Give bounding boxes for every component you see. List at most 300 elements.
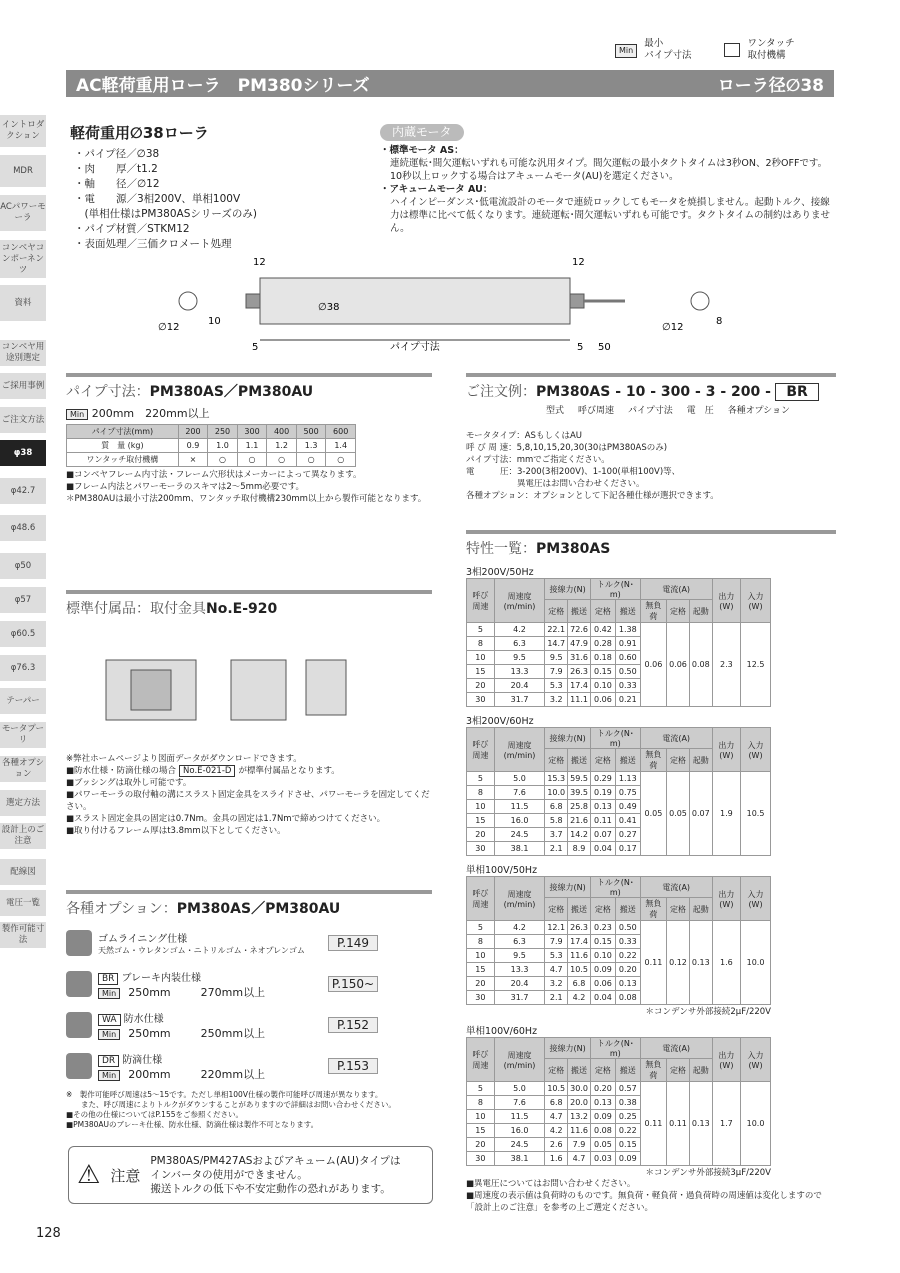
cell: ○ — [296, 453, 326, 467]
cell: 0.08 — [590, 1124, 615, 1138]
cell: 8.9 — [568, 842, 591, 856]
cell: 4.7 — [545, 963, 568, 977]
cell: 9.5 — [494, 949, 545, 963]
cell: 38.1 — [494, 1152, 545, 1166]
cell: 38.1 — [494, 842, 545, 856]
sidebar-item[interactable]: φ76.3 — [0, 655, 46, 681]
options-section — [66, 890, 432, 1130]
page-title: AC軽荷重用ローラ PM380シリーズ — [76, 76, 370, 96]
cell: 15 — [467, 665, 495, 679]
motor-block — [380, 124, 835, 235]
sidebar-item[interactable]: φ48.6 — [0, 515, 46, 541]
cell: 13.2 — [568, 1110, 591, 1124]
cell: 20 — [467, 977, 495, 991]
bracket-drawing — [66, 620, 432, 750]
cell: 8 — [467, 1096, 495, 1110]
pipe-title: パイプ寸法：PM380AS／PM380AU — [66, 373, 432, 401]
cell: 20.4 — [494, 977, 545, 991]
cell: 15 — [467, 963, 495, 977]
cell: 0.13 — [615, 977, 640, 991]
sidebar-item[interactable]: 配線図 — [0, 859, 46, 885]
sidebar-item[interactable]: 電圧一覧 — [0, 890, 46, 916]
note: ■フレーム内法とパワーモーラのスキマは2～5mm必要です。 — [66, 482, 305, 492]
cell: ○ — [208, 453, 238, 467]
cell: 7.9 — [568, 1138, 591, 1152]
cell: 5.8 — [545, 814, 568, 828]
cell: 30 — [467, 1152, 495, 1166]
spec-line: ・パイプ径／∅38 — [74, 148, 160, 160]
header-cell: トルク(N･m) — [590, 877, 640, 898]
char-table — [466, 876, 771, 1005]
cell: 1.38 — [615, 623, 640, 637]
sidebar-item[interactable]: モータプーリ — [0, 722, 46, 748]
spec-block — [70, 122, 370, 252]
cell: 0.22 — [615, 949, 640, 963]
note: ＊PM380AUは最小寸法200mm、ワンタッチ取付機構230mm以上から製作可能となります。 — [66, 494, 427, 504]
cell: 0.06 — [590, 693, 615, 707]
cell: 22.1 — [545, 623, 568, 637]
cell: 9.5 — [545, 651, 568, 665]
cell: 300 — [237, 425, 267, 439]
cell: 0.41 — [615, 814, 640, 828]
cell: 1.9 — [712, 772, 740, 856]
cell: 0.10 — [590, 679, 615, 693]
caution-label: 注意 — [110, 1166, 141, 1185]
cell: 39.5 — [568, 786, 591, 800]
cell: 0.12 — [667, 921, 690, 1005]
cell: 11.5 — [494, 1110, 545, 1124]
dim-pipe: パイプ寸法 — [390, 342, 440, 353]
end-right — [691, 292, 709, 310]
header-cell: 搬送 — [615, 1059, 640, 1082]
header-cell: 呼び周速 — [467, 728, 495, 772]
char-notes — [466, 1178, 836, 1214]
cell: 0.09 — [590, 1110, 615, 1124]
note: また、呼び周速によりトルクがダウンすることがありますので詳細はお問い合わせください。 — [66, 1100, 396, 1109]
cell: 0.29 — [590, 772, 615, 786]
order-label: 型式 — [546, 406, 565, 416]
pipe-notes — [66, 469, 432, 505]
cell: 7.9 — [545, 665, 568, 679]
cell: 5 — [467, 1082, 495, 1096]
header-cell: 無負荷 — [640, 600, 666, 623]
page-ref-button[interactable]: P.149 — [328, 935, 378, 951]
table-name: 単相100V/60Hz — [466, 1026, 538, 1037]
cell: 25.8 — [568, 800, 591, 814]
header-cell: 周速度(m/min) — [494, 579, 545, 623]
cell: 10.5 — [741, 772, 771, 856]
accessory-title: 標準付属品：取付金具No.E-920 — [66, 590, 432, 618]
pipe-section — [66, 373, 432, 505]
cell: 0.04 — [590, 991, 615, 1005]
cell: 0.42 — [590, 623, 615, 637]
cell: 13.3 — [494, 963, 545, 977]
cell: 0.60 — [615, 651, 640, 665]
table-row — [467, 921, 771, 935]
sidebar-item[interactable]: φ57 — [0, 587, 46, 613]
cell: 10.0 — [741, 1082, 771, 1166]
pipe-minrow: Min 200mm 220mm以上 — [66, 405, 432, 421]
cell: 30.0 — [568, 1082, 591, 1096]
sidebar-item[interactable]: 製作可能寸法 — [0, 922, 46, 948]
cell: 0.25 — [615, 1110, 640, 1124]
header-cell: 定格 — [590, 898, 615, 921]
cell: 20.4 — [494, 679, 545, 693]
header-cell: 電流(A) — [640, 579, 712, 600]
header-cell: 搬送 — [568, 749, 591, 772]
spec-line: ・パイプ材質／STKM12 — [74, 223, 190, 235]
header-cell: 搬送 — [615, 898, 640, 921]
order-label: 電 圧 — [686, 406, 714, 416]
cell: 0.05 — [667, 772, 690, 856]
sidebar-item[interactable]: 設計上のご注意 — [0, 823, 46, 849]
order-lines — [466, 430, 836, 502]
note: ■PM380AUのブレーキ仕様、防水仕様、防滴仕様は製作不可となります。 — [66, 1120, 319, 1129]
page-ref-button[interactable]: P.152 — [328, 1017, 378, 1033]
cell: 30 — [467, 842, 495, 856]
shaft-right — [570, 294, 584, 308]
cell: 20.0 — [568, 1096, 591, 1110]
table-row — [467, 772, 771, 786]
cell: 1.3 — [296, 439, 326, 453]
note: ■ブッシングは取外し可能です。 — [66, 778, 192, 788]
page-header — [66, 70, 834, 97]
cell: 1.6 — [712, 921, 740, 1005]
cell: 10 — [467, 1110, 495, 1124]
header-cell: 定格 — [590, 749, 615, 772]
header-cell: 定格 — [590, 600, 615, 623]
cell: 10.5 — [568, 963, 591, 977]
cell: 1.0 — [208, 439, 238, 453]
cell: 26.3 — [568, 921, 591, 935]
table-note: ＊コンデンサ外部接続2μF/220V — [645, 1007, 771, 1017]
cell: 200 — [178, 425, 208, 439]
order-line: 異電圧はお問い合わせください。 — [466, 479, 645, 489]
sidebar-item[interactable]: ご注文方法 — [0, 407, 46, 433]
cell: 0.91 — [615, 637, 640, 651]
header-cell: トルク(N･m) — [590, 579, 640, 600]
page-ref-button[interactable]: P.153 — [328, 1058, 378, 1074]
cell: 2.3 — [712, 623, 740, 707]
table-name: 3相200V/50Hz — [466, 567, 534, 578]
header-cell: 搬送 — [568, 898, 591, 921]
sidebar-item[interactable]: ご採用事例 — [0, 373, 46, 399]
sidebar-item[interactable]: イントロダクション — [0, 115, 46, 147]
option-row: ゴムライニング仕様 天然ゴム・ウレタンゴム・ニトリルゴム・ネオプレンゴム P.149 — [66, 926, 432, 960]
header-cell: 出力(W) — [712, 579, 740, 623]
cell: 31.7 — [494, 991, 545, 1005]
cell: 0.38 — [615, 1096, 640, 1110]
sidebar-item[interactable]: 各種オプション — [0, 756, 46, 782]
cell: 9.5 — [494, 651, 545, 665]
order-labels — [466, 403, 836, 416]
cell: 0.03 — [590, 1152, 615, 1166]
dim-8: 8 — [716, 316, 723, 327]
order-title: ご注文例：PM380AS - 10 - 300 - 3 - 200 - BR — [466, 373, 836, 401]
au-title: ・アキュームモータ AU： — [380, 184, 493, 195]
cell: 5.0 — [494, 1082, 545, 1096]
cell: 11.6 — [568, 949, 591, 963]
cell: 0.10 — [590, 949, 615, 963]
cell: 15 — [467, 1124, 495, 1138]
sidebar-item[interactable]: ACパワーモーラ — [0, 195, 46, 231]
header-cell: 無負荷 — [640, 898, 666, 921]
cell: 0.15 — [590, 665, 615, 679]
cell: 250 — [208, 425, 238, 439]
opt-notes — [66, 1090, 432, 1130]
header-cell: 搬送 — [615, 749, 640, 772]
end-left — [179, 292, 197, 310]
cell: 0.17 — [615, 842, 640, 856]
roller-drawing — [150, 250, 750, 360]
cell: 11.5 — [494, 800, 545, 814]
cell: 0.9 — [178, 439, 208, 453]
cell: 7.6 — [494, 786, 545, 800]
cell: 2.6 — [545, 1138, 568, 1152]
cell: ○ — [267, 453, 297, 467]
table-name: 3相200V/60Hz — [466, 716, 534, 727]
cell: 0.75 — [615, 786, 640, 800]
cell: 5 — [467, 623, 495, 637]
header-cell: 定格 — [545, 749, 568, 772]
header-cell: 定格 — [545, 1059, 568, 1082]
min-icon: Min — [615, 44, 637, 58]
as-title: ・標準モータ AS： — [380, 145, 464, 156]
cell: 0.04 — [590, 842, 615, 856]
sidebar-item[interactable]: 資料 — [0, 285, 46, 321]
header-cell: 搬送 — [568, 1059, 591, 1082]
cell: 4.7 — [568, 1152, 591, 1166]
header-cell: トルク(N･m) — [590, 1038, 640, 1059]
cell: 2.1 — [545, 842, 568, 856]
cell: 0.28 — [590, 637, 615, 651]
cell: 8 — [467, 935, 495, 949]
order-line: モータタイプ：ASもしくはAU — [466, 431, 582, 441]
char-title: 特性一覧：PM380AS — [466, 530, 836, 558]
header-cell: 入力(W) — [741, 728, 771, 772]
option-icon — [66, 971, 92, 997]
page-number: 128 — [36, 1226, 61, 1241]
cell: 4.2 — [494, 623, 545, 637]
sidebar-item[interactable]: φ60.5 — [0, 621, 46, 647]
cell: 1.2 — [267, 439, 297, 453]
cell: 0.13 — [590, 800, 615, 814]
min-icon: Min — [66, 409, 88, 420]
cell: 10.5 — [545, 1082, 568, 1096]
option-icon — [66, 1053, 92, 1079]
cell: 0.50 — [615, 921, 640, 935]
as-text: 連続運転･間欠運転いずれも可能な汎用タイプ。間欠運転の最小タクトタイムは3秒ON、2秒OFFです。10秒以上ロックする場合はアキュームモータ(AU)を選定ください。 — [390, 158, 828, 182]
header-cell: 無負荷 — [640, 749, 666, 772]
sidebar-item[interactable]: φ50 — [0, 553, 46, 579]
cell: 1.13 — [615, 772, 640, 786]
dim-50: 50 — [598, 342, 611, 353]
option-row: WA 防水仕様 Min 250mm 250mm以上 P.152 — [66, 1008, 432, 1042]
table-name: 単相100V/50Hz — [466, 865, 538, 876]
sidebar-item[interactable]: φ42.7 — [0, 478, 46, 504]
cell: 0.23 — [590, 921, 615, 935]
dim-10: 10 — [208, 316, 221, 327]
cell: 30 — [467, 991, 495, 1005]
cell: 31.6 — [568, 651, 591, 665]
cell: 0.33 — [615, 679, 640, 693]
option-icon — [66, 930, 92, 956]
note: ■コンベヤフレーム内寸法・フレーム穴形状はメーカーによって異なります。 — [66, 470, 362, 480]
cell: 4.7 — [545, 1110, 568, 1124]
spec-line: (単相仕様はPM380ASシリーズのみ) — [74, 208, 257, 220]
dim-12a: 12 — [253, 257, 266, 268]
cell: 12.1 — [545, 921, 568, 935]
header-cell: 定格 — [545, 600, 568, 623]
table-row — [467, 623, 771, 637]
header-cell: 定格 — [545, 898, 568, 921]
cell: 31.7 — [494, 693, 545, 707]
header-cell: 起動 — [689, 1059, 712, 1082]
header-cell: 定格 — [590, 1059, 615, 1082]
cell: × — [178, 453, 208, 467]
option-row: DR 防滴仕様 Min 200mm 220mm以上 P.153 — [66, 1049, 432, 1083]
sidebar-item[interactable]: φ38 — [0, 440, 46, 466]
cell: 7.6 — [494, 1096, 545, 1110]
header-cell: 起動 — [689, 749, 712, 772]
cell: 0.18 — [590, 651, 615, 665]
pipe-table — [66, 424, 356, 467]
sidebar-item[interactable]: コンベヤコンポーネンツ — [0, 240, 46, 278]
cell: 10.0 — [741, 921, 771, 1005]
header-cell: 周速度(m/min) — [494, 728, 545, 772]
cell: 0.20 — [590, 1082, 615, 1096]
cell: 5 — [467, 921, 495, 935]
note: ■周速度の表示値は負荷時のものです。無負荷・軽負荷・過負荷時の周速値は変化しますので「設計上のご注意」を参考の上ご選定ください。 — [466, 1191, 822, 1213]
header-cell: 搬送 — [568, 600, 591, 623]
cell: 26.3 — [568, 665, 591, 679]
note: ■パワーモーラの取付軸の溝にスラスト固定金具をスライドさせ、パワーモーラを固定してください。 — [66, 790, 430, 812]
note: ■スラスト固定金具の固定は0.7Nm。金具の固定は1.7Nmで締めつけてください。 — [66, 814, 386, 824]
char-tables — [466, 564, 836, 1178]
spec-line: ・電 源／3相200V、単相100V — [74, 193, 241, 205]
cell: 1.7 — [712, 1082, 740, 1166]
onetouch-icon — [724, 43, 740, 57]
header-cell: 定格 — [667, 749, 690, 772]
cell: 24.5 — [494, 1138, 545, 1152]
cell: 0.21 — [615, 693, 640, 707]
row-label: 質 量 (kg) — [67, 439, 179, 453]
header-cell: 電流(A) — [640, 728, 712, 749]
cell: 5.3 — [545, 679, 568, 693]
shaft-left — [246, 294, 260, 308]
option-row: BR ブレーキ内装仕様 Min 250mm 270mm以上 P.150~ — [66, 967, 432, 1001]
dim-5b: 5 — [577, 342, 584, 353]
page-ref-button[interactable]: P.150~ — [328, 976, 378, 992]
sidebar-item[interactable]: テーパー — [0, 688, 46, 714]
cell: 600 — [326, 425, 356, 439]
note: ■防水仕様・防滴仕様の場合 No.E-021-D が標準付属品となります。 — [66, 766, 340, 776]
cell: 0.09 — [615, 1152, 640, 1166]
cell: 17.4 — [568, 935, 591, 949]
header-cell: 出力(W) — [712, 1038, 740, 1082]
cell: 11.1 — [568, 693, 591, 707]
header-cell: 入力(W) — [741, 1038, 771, 1082]
cell: 0.08 — [689, 623, 712, 707]
min-text1: 最小 — [644, 38, 664, 49]
cell: 500 — [296, 425, 326, 439]
sidebar-item[interactable]: コンベヤ用途別選定 — [0, 340, 46, 366]
header-cell: トルク(N･m) — [590, 728, 640, 749]
cell: 0.15 — [615, 1138, 640, 1152]
cell: 6.3 — [494, 637, 545, 651]
cell: 0.15 — [590, 935, 615, 949]
header-cell: 接線力(N) — [545, 579, 591, 600]
cell: 0.11 — [667, 1082, 690, 1166]
header-cell: 呼び周速 — [467, 1038, 495, 1082]
warning-icon: ⚠ — [77, 1160, 101, 1190]
cell: 4.2 — [494, 921, 545, 935]
cell: 0.33 — [615, 935, 640, 949]
cell: 13.3 — [494, 665, 545, 679]
order-label: 呼び周速 — [578, 406, 615, 416]
table-row — [467, 1082, 771, 1096]
order-label: パイプ寸法 — [628, 406, 673, 416]
header-cell: 接線力(N) — [545, 877, 591, 898]
cell: 3.7 — [545, 828, 568, 842]
header-cell: 入力(W) — [741, 579, 771, 623]
sidebar-item[interactable]: MDR — [0, 155, 46, 187]
dim-38: ∅38 — [318, 302, 340, 313]
cell: 0.20 — [615, 963, 640, 977]
cell: 0.11 — [640, 1082, 666, 1166]
cell: 15.3 — [545, 772, 568, 786]
sidebar-item[interactable]: 選定方法 — [0, 790, 46, 816]
cell: 0.06 — [590, 977, 615, 991]
cell: 5 — [467, 772, 495, 786]
cell: 15 — [467, 814, 495, 828]
dim-phi12b: ∅12 — [662, 322, 684, 333]
header-cell: 起動 — [689, 898, 712, 921]
cell: 6.8 — [545, 800, 568, 814]
cell: 10 — [467, 800, 495, 814]
cell: 20 — [467, 1138, 495, 1152]
header-cell: 入力(W) — [741, 877, 771, 921]
cell: 5.0 — [494, 772, 545, 786]
dim-phi12a: ∅12 — [158, 322, 180, 333]
cell: 7.9 — [545, 935, 568, 949]
cell: 24.5 — [494, 828, 545, 842]
cell: 11.6 — [568, 1124, 591, 1138]
cell: 12.5 — [741, 623, 771, 707]
cell: 0.27 — [615, 828, 640, 842]
onetouch-text1: ワンタッチ — [747, 38, 795, 49]
note: ■取り付けるフレーム厚はt3.8mm以下としてください。 — [66, 826, 286, 836]
cell: 0.05 — [590, 1138, 615, 1152]
order-line: 電 圧：3-200(3相200V)、1-100(単相100V)等、 — [466, 467, 681, 477]
cell: 59.5 — [568, 772, 591, 786]
spec-line: ・表面処理／三価クロメート処理 — [74, 238, 232, 250]
cell: 21.6 — [568, 814, 591, 828]
header-cell: 周速度(m/min) — [494, 1038, 545, 1082]
cell: 1.4 — [326, 439, 356, 453]
cell: 0.57 — [615, 1082, 640, 1096]
cell: ○ — [326, 453, 356, 467]
note: ■その他の仕様についてはP.155をご参照ください。 — [66, 1110, 243, 1119]
cell: 0.49 — [615, 800, 640, 814]
au-text: ハイインピーダンス･低電流設計のモータで連続ロックしてもモータを焼損しません。起動トルク、接線力は標準に比べて低くなります。連続運転･間欠運転いずれも可能です。タクトタイムの制約はありません。 — [390, 197, 831, 234]
header-cell: 出力(W) — [712, 877, 740, 921]
options-title: 各種オプション：PM380AS／PM380AU — [66, 890, 432, 918]
cell: 2.1 — [545, 991, 568, 1005]
cell: 16.0 — [494, 1124, 545, 1138]
header-cell: 定格 — [667, 600, 690, 623]
header-cell: 接線力(N) — [545, 728, 591, 749]
